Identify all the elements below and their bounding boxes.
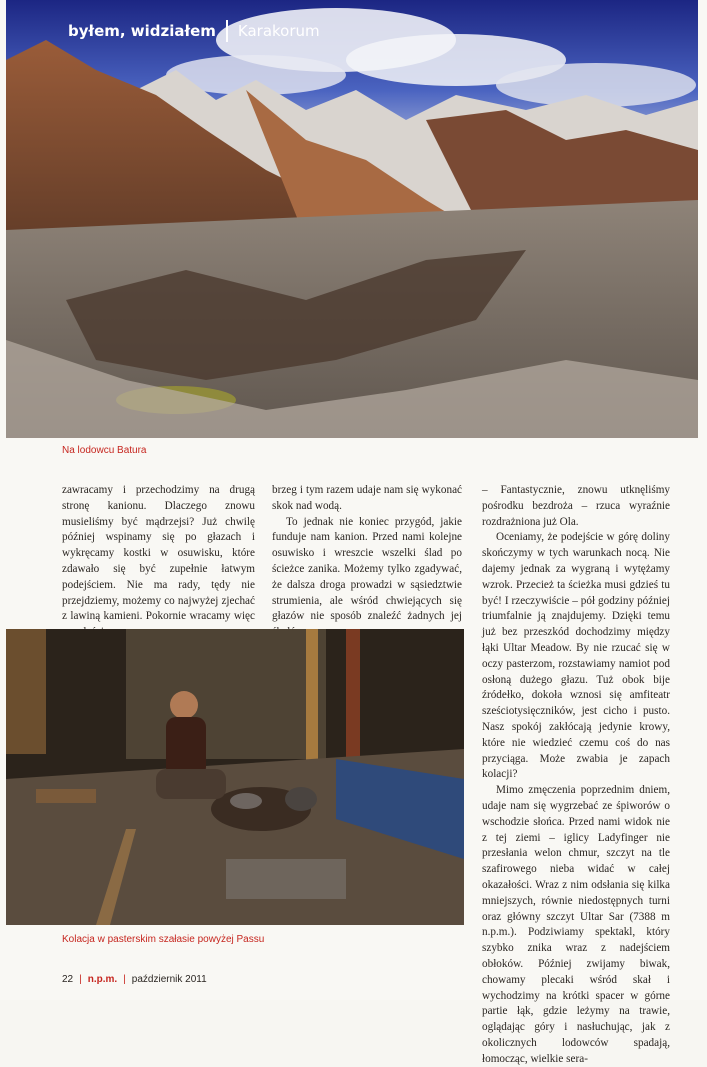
issue-date: październik 2011 [131, 974, 207, 985]
footer-separator: | [79, 974, 82, 985]
glacier-landscape-illustration [6, 0, 698, 438]
paragraph: brzeg i tym razem udaje nam się wykonać skok nad wodą. [272, 484, 462, 512]
paragraph: To jednak nie koniec przygód, jakie funduje nam kanion. Przed nami kolejne osuwisko i wreszcie wszelki ślad po ścieżce zanika. Możemy tylko zgadywać, że dalsza droga prowadzi w sąsiedztwie strumienia, ale wśród chwiejących się głazów nie sposób znaleźć żadnych jej [272, 515, 462, 623]
section-title: byłem, widziałem [68, 22, 216, 40]
header-divider [226, 20, 228, 42]
top-photo-caption: Na lodowcu Batura [62, 445, 147, 456]
glacier-landscape-photo [6, 0, 698, 438]
paragraph: zawracamy i przechodzimy na drugą stronę kanionu. Dlaczego znowu musieliśmy być mądrzejsi? Już chwilę później wspinamy się po głazach i wykręcamy kostki w osuwisku, które zdawało się być zupełnie łatwym podejściem. Nie ma rady, tędy nie przejdziemy, możemy co najwyżej zjechać z lawiną kamieni. Pokornie wracamy więc [62, 484, 255, 623]
footer-separator: | [123, 974, 126, 985]
article-column-3 [482, 483, 670, 1067]
paragraph: – Fantastycznie, znowu utknęliśmy pośrodku bezdroża – rzuca wyraźnie rozdrażniona już Ola. [482, 484, 670, 528]
magazine-brand: n.p.m. [87, 974, 118, 985]
article-column-2 [272, 483, 462, 641]
shepherd-hut-illustration [6, 629, 464, 925]
paragraph: Mimo zmęczenia poprzednim dniem, udaje nam się wygrzebać ze śpiworów o wschodzie słońca. Przed nami widok nie z tej ziemi – iglicy Ladyfinger nie przesłania welon chmur, szczyt na tle szafirowego nieba widać w całej okazałości. Wraz z nim odsłania się kilka mniejszych, równie niedostępnych turni oraz główny szczyt Ultar Sar (7388 m n.p.m.). Podziwiamy spektakl, który szybko znika wraz z nadejściem obłoków. Później zwijamy biwak, chowamy plecaki wśród skał i wychodzimy na krótki spacer w górne partie łąk, gdzie leżymy na trawie, oglądając góry i nasłuchując, jak z okolicznych lodowców spadają, łomocząc, wielkie sera- [482, 784, 670, 1065]
middle-photo-caption: Kolacja w pasterskim szałasie powyżej Passu [62, 934, 265, 945]
article-column-1 [62, 483, 255, 641]
page-footer [62, 974, 207, 985]
paragraph: Oceniamy, że podejście w górę doliny skończymy w tych warunkach nocą. Nie dajemy jednak za wygraną i wytężamy wzrok. Przecież ta ścieżka musi gdzieś tu być! I rzeczywiście – pół godziny później triumfalnie ją znajdujemy. Dzięki temu już bez przeszkód dochodzimy między łąki Ultar Meadow. By nie rzucać się w oczy pasterzom, rozstawiamy namiot pod osłoną dużego głazu. Tuż obok bije źródełko, dokoła wznosi się amfiteatr sześciotysięczników, jest cicho i pusto. Nasz spokój zakłócają jedynie krowy, które nie wiedzieć czemu coś do nas przyciąga. Może zwabia je zapach kolacji? [482, 531, 670, 781]
section-topic: Karakorum [237, 22, 320, 40]
page-number: 22 [62, 974, 74, 985]
section-header [68, 20, 320, 42]
shepherd-hut-photo [6, 629, 464, 925]
